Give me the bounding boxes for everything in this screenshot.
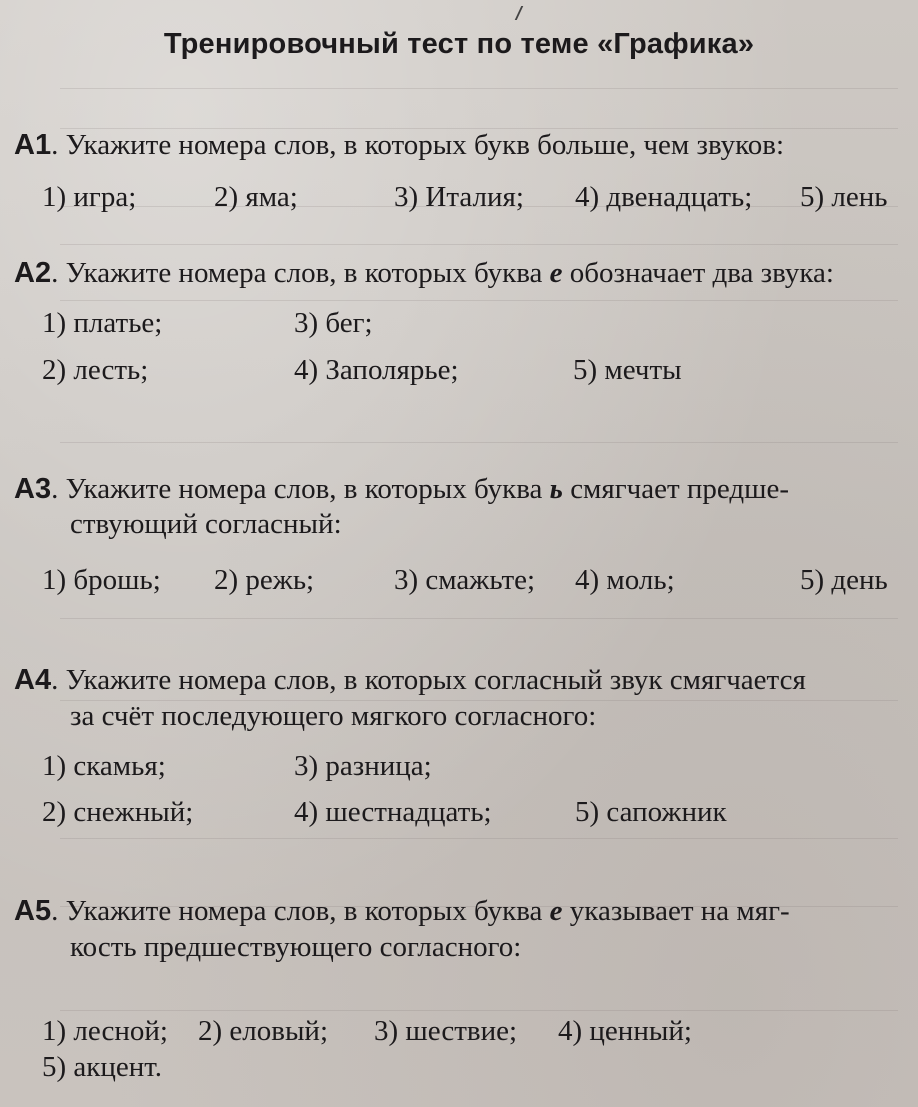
question-text: . Укажите номера слов, в которых буква [51,895,550,927]
highlighted-letter: е [549,257,563,289]
question-text: . Укажите номера слов, в которых буква [51,257,550,289]
option-a5-4: 4) ценный; [558,1015,692,1047]
question-text: . Укажите номера слов, в которых согласный звук смягчается [51,664,806,696]
option-a4-3: 3) разница; [294,750,432,782]
highlighted-letter: е [549,895,563,927]
question-text: обозначает два звука: [562,257,834,289]
page-title: Тренировочный тест по теме «Графика» [163,28,755,60]
question-a5 [14,894,790,928]
option-a3-4: 4) моль; [575,564,675,596]
question-number: А1 [14,129,52,161]
question-a1 [14,128,784,162]
option-a5-1: 1) лесной; [42,1015,168,1047]
option-a2-3: 3) бег; [294,307,373,339]
option-a5-5: 5) акцент. [42,1051,163,1083]
option-a3-2: 2) режь; [214,564,315,596]
question-number: А5 [14,895,52,927]
question-text: смягчает предше- [562,473,790,505]
option-a1-4: 4) двенадцать; [575,181,753,213]
option-a3-1: 1) брошь; [42,564,161,596]
question-a3 [14,472,789,506]
option-a2-2: 2) лесть; [42,354,149,386]
option-a2-4: 4) Заполярье; [294,354,459,386]
option-a3-3: 3) смажьте; [394,564,536,596]
option-a4-4: 4) шестнадцать; [294,796,492,828]
question-number: А4 [14,664,52,696]
highlighted-letter: ь [549,473,563,505]
option-a5-2: 2) еловый; [198,1015,329,1047]
question-text: указывает на мяг- [562,895,790,927]
option-a4-1: 1) скамья; [42,750,166,782]
option-a4-5: 5) сапожник [575,796,727,828]
pen-mark [515,6,532,20]
option-a1-5: 5) лень [800,181,888,213]
option-a3-5: 5) день [800,564,888,596]
option-a1-1: 1) игра; [42,181,137,213]
question-text: . Укажите номера слов, в которых буква [51,473,550,505]
option-a5-3: 3) шествие; [374,1015,518,1047]
option-a1-2: 2) яма; [214,181,298,213]
option-a4-2: 2) снежный; [42,796,194,828]
question-a4 [14,663,806,697]
question-a2 [14,256,834,290]
question-a5-line2: кость предшествующего согласного: [70,931,522,963]
option-a2-1: 1) платье; [42,307,163,339]
question-text: . Укажите номера слов, в которых букв больше, чем звуков: [51,129,785,161]
question-number: А2 [14,257,52,289]
option-a1-3: 3) Италия; [394,181,524,213]
option-a2-5: 5) мечты [573,354,682,386]
question-number: А3 [14,473,52,505]
question-a4-line2: за счёт последующего мягкого согласного: [70,700,597,732]
question-a3-line2: ствующий согласный: [70,508,342,540]
